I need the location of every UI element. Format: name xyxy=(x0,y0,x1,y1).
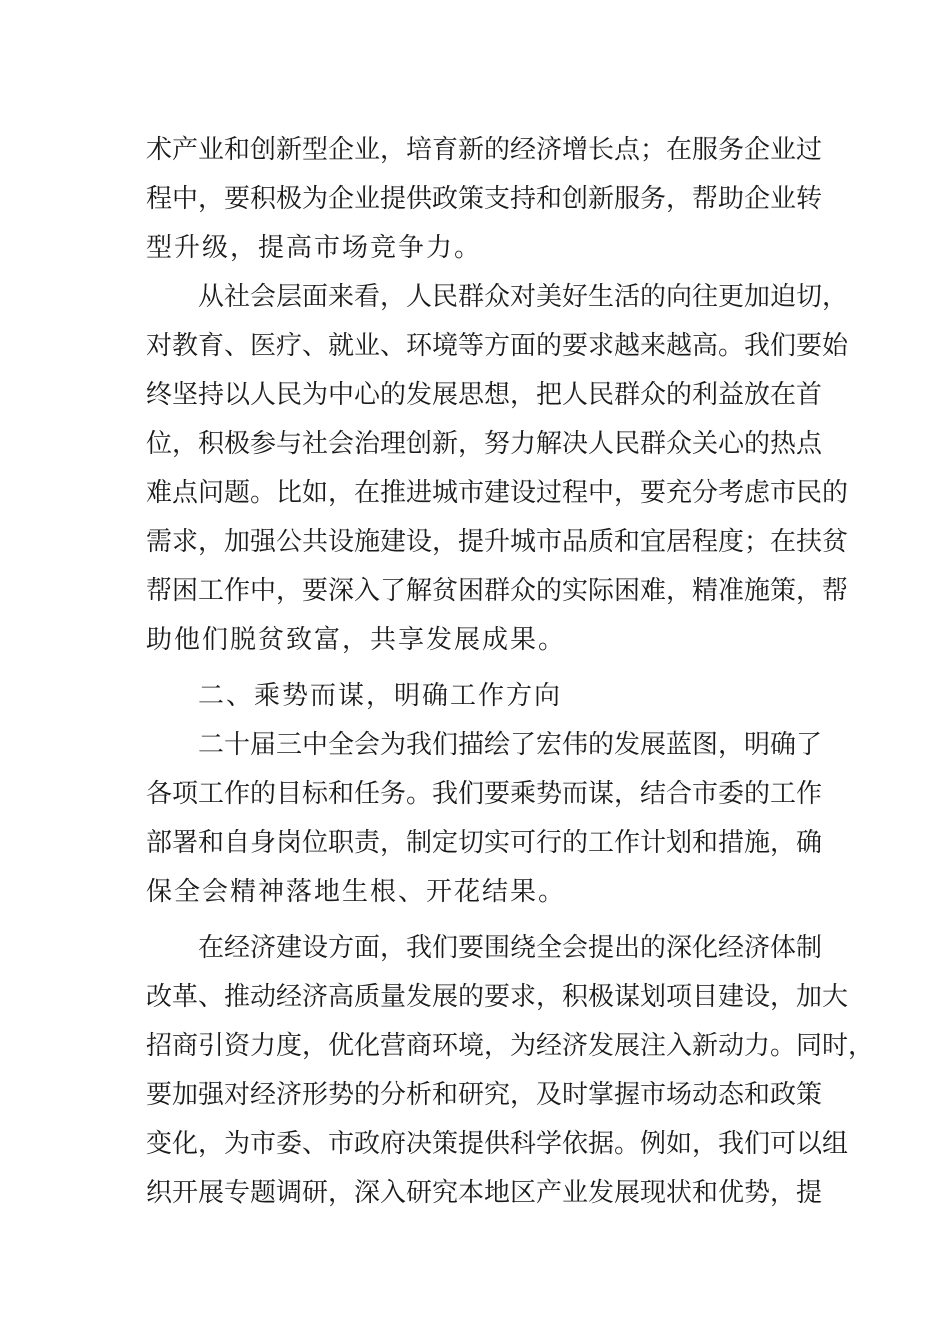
text-line: 需求，加强公共设施建设，提升城市品质和宜居程度；在扶贫 xyxy=(146,527,849,557)
paragraph-first-line: 二十届三中全会为我们描绘了宏伟的发展蓝图，明确了 xyxy=(198,730,823,760)
text-line: 位，积极参与社会治理创新，努力解决人民群众关心的热点 xyxy=(146,429,823,459)
text-line: 改革、推动经济高质量发展的要求，积极谋划项目建设，加大 xyxy=(146,982,849,1012)
text-line: 术产业和创新型企业，培育新的经济增长点；在服务企业过 xyxy=(146,135,823,165)
text-line: 帮困工作中，要深入了解贫困群众的实际困难，精准施策，帮 xyxy=(146,576,849,606)
text-line: 要加强对经济形势的分析和研究，及时掌握市场动态和政策 xyxy=(146,1080,823,1110)
text-line: 织开展专题调研，深入研究本地区产业发展现状和优势，提 xyxy=(146,1178,823,1208)
text-line: 型升级，提高市场竞争力。 xyxy=(146,233,483,263)
text-line: 难点问题。比如，在推进城市建设过程中，要充分考虑市民的 xyxy=(146,478,849,508)
text-line: 对教育、医疗、就业、环境等方面的要求越来越高。我们要始 xyxy=(146,331,849,361)
text-line: 各项工作的目标和任务。我们要乘势而谋，结合市委的工作 xyxy=(146,779,823,809)
text-line: 程中，要积极为企业提供政策支持和创新服务，帮助企业转 xyxy=(146,184,823,214)
paragraph-first-line: 从社会层面来看，人民群众对美好生活的向往更加迫切， xyxy=(198,282,849,312)
text-line: 助他们脱贫致富，共享发展成果。 xyxy=(146,625,567,655)
text-line: 变化，为市委、市政府决策提供科学依据。例如，我们可以组 xyxy=(146,1129,849,1159)
section-heading: 二、乘势而谋，明确工作方向 xyxy=(198,681,563,711)
text-line: 保全会精神落地生根、开花结果。 xyxy=(146,877,567,907)
text-line: 部署和自身岗位职责，制定切实可行的工作计划和措施，确 xyxy=(146,828,823,858)
text-line: 招商引资力度，优化营商环境，为经济发展注入新动力。同时， xyxy=(146,1031,875,1061)
text-line: 终坚持以人民为中心的发展思想，把人民群众的利益放在首 xyxy=(146,380,823,410)
paragraph-first-line: 在经济建设方面，我们要围绕全会提出的深化经济体制 xyxy=(198,933,823,963)
